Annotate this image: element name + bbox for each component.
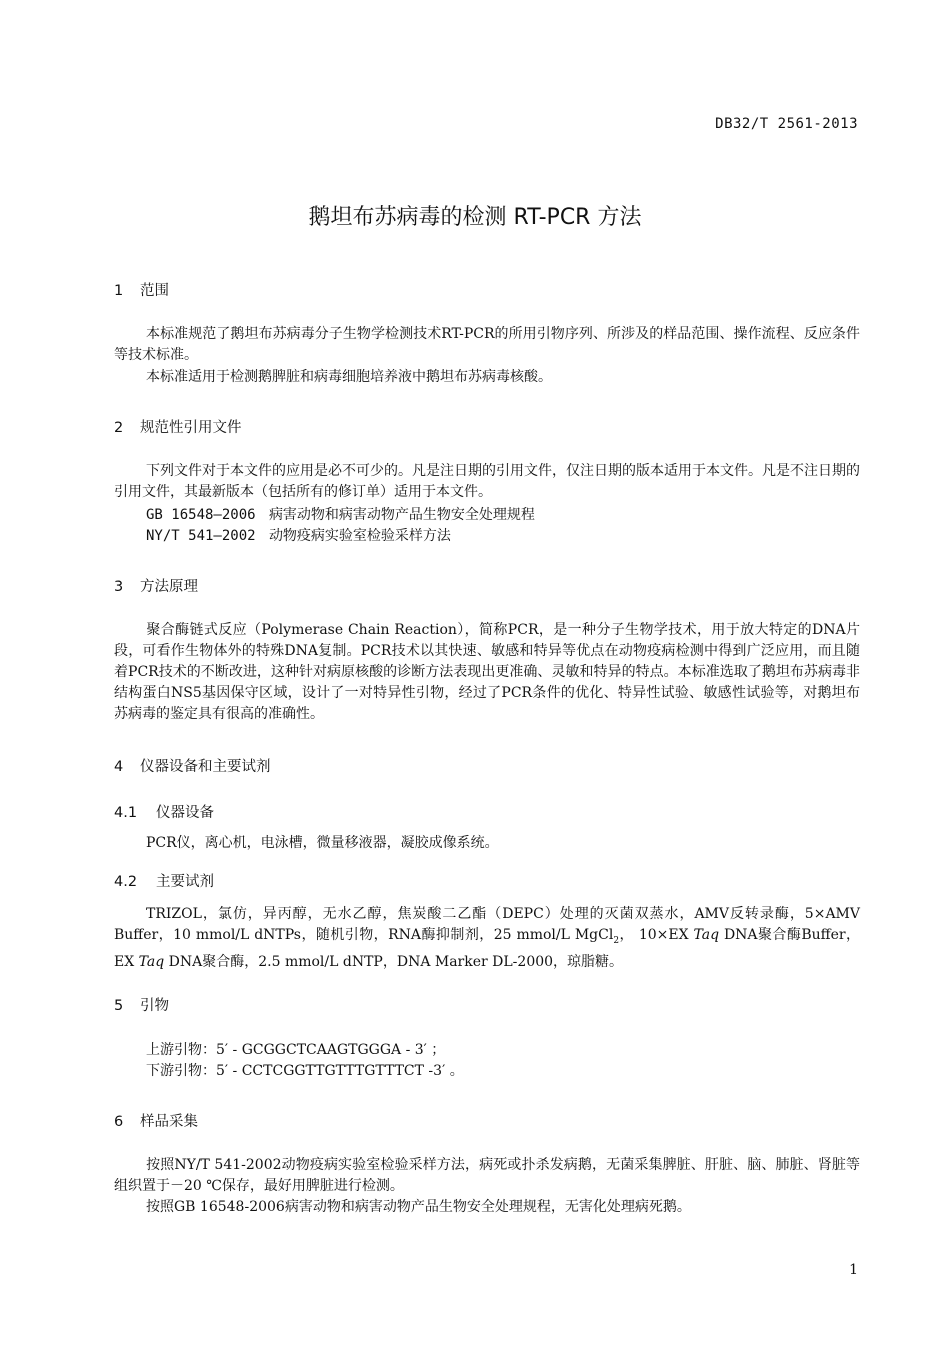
- reference-2: [146, 526, 451, 547]
- reagents-text: ， 10×EX: [619, 927, 694, 943]
- section-4-1-paragraph: [114, 833, 860, 854]
- subsection-number: 4.1: [114, 805, 138, 821]
- paragraph-text: 本标准规范了鹅坦布苏病毒分子生物学检测技术RT-PCR的所用引物序列、所涉及的样品范围、操作流程、反应条件等技术标准。: [114, 326, 860, 363]
- section-3-heading: [114, 575, 198, 596]
- section-title: 范围: [140, 283, 169, 299]
- subscript-2: 2: [613, 935, 620, 946]
- section-number: 6: [114, 1114, 124, 1130]
- section-title: 规范性引用文件: [140, 420, 242, 436]
- paragraph-text: 按照GB 16548-2006病害动物和病害动物产品生物安全处理规程，无害化处理病死鹅。: [146, 1199, 691, 1215]
- document-number: DB32/T 2561-2013: [715, 116, 858, 132]
- section-2-heading: [114, 416, 242, 437]
- reagents-text: TRIZOL，氯仿，异丙醇，无水乙醇，焦炭酸二乙酯（DEPC）处理的灭菌双蒸水，AMV反转录酶，5×AMV Buffer，10 mmol/L dNTPs，随机引物，RNA酶抑制剂，25 mmol/L MgCl: [114, 906, 860, 943]
- section-6-paragraph-1: [114, 1155, 860, 1197]
- page-number: 1: [849, 1262, 858, 1278]
- reference-code: GB 16548—2006: [146, 507, 256, 523]
- section-number: 2: [114, 420, 124, 436]
- section-title: 仪器设备和主要试剂: [140, 759, 271, 775]
- paragraph-text: 按照NY/T 541-2002动物疫病实验室检验采样方法，病死或扑杀发病鹅，无菌采集脾脏、肝脏、脑、肺脏、肾脏等组织置于－20 ℃保存，最好用脾脏进行检测。: [114, 1157, 860, 1194]
- subsection-title: 仪器设备: [156, 805, 214, 821]
- subsection-title: 主要试剂: [156, 874, 214, 890]
- section-6-paragraph-2: [114, 1197, 860, 1218]
- section-number: 4: [114, 759, 124, 775]
- paragraph-text: 下列文件对于本文件的应用是必不可少的。凡是注日期的引用文件，仅注日期的版本适用于本文件。凡是不注日期的引用文件，其最新版本（包括所有的修订单）适用于本文件。: [114, 463, 860, 500]
- paragraph-text: 聚合酶链式反应（Polymerase Chain Reaction），简称PCR，是一种分子生物学技术，用于放大特定的DNA片段，可看作生物体外的特殊DNA复制。PCR技术以其快速、敏感和特异等优点在动物疫病检测中得到广泛应用，而且随着PCR技术的不断改进，这种针对病原核酸的诊断方法表现出更准确、灵敏和特异的特点。本标准选取了鹅坦布苏病毒非结构蛋白NS5基因保守区域，设计了一对特异性引物，经过了PCR条件的优化、特异性试验、敏感性试验等，对鹅坦布苏病毒的鉴定具有很高的准确性。: [114, 622, 860, 722]
- section-4-2-heading: [114, 870, 214, 891]
- section-2-paragraph-1: [114, 461, 860, 503]
- reference-title: 动物疫病实验室检验采样方法: [268, 528, 451, 544]
- section-4-heading: [114, 755, 271, 776]
- section-1-paragraph-1: [114, 324, 860, 366]
- taq-italic: Taq: [138, 953, 165, 970]
- paragraph-text: PCR仪，离心机，电泳槽，微量移液器，凝胶成像系统。: [146, 835, 499, 851]
- subsection-number: 4.2: [114, 874, 138, 890]
- primer-downstream: 下游引物：5′ - CCTCGGTTGTTTGTTTCT -3′ 。: [146, 1063, 464, 1079]
- reference-code: NY/T 541—2002: [146, 528, 256, 544]
- document-title: 鹅坦布苏病毒的检测 RT-PCR 方法: [308, 205, 642, 230]
- section-1-heading: [114, 279, 169, 300]
- reagents-text: DNA聚合酶Buffer，EX: [114, 927, 861, 970]
- section-3-paragraph-1: [114, 620, 860, 725]
- section-number: 3: [114, 579, 124, 595]
- section-title: 样品采集: [140, 1114, 198, 1130]
- section-title: 方法原理: [140, 579, 198, 595]
- section-1-paragraph-2: [114, 367, 860, 388]
- section-5-heading: [114, 994, 169, 1015]
- reagents-text: DNA聚合酶，2.5 mmol/L dNTP，DNA Marker DL-2000，琼脂糖。: [164, 953, 624, 970]
- section-number: 5: [114, 998, 124, 1014]
- section-4-2-paragraph: [114, 904, 860, 973]
- section-4-1-heading: [114, 801, 214, 822]
- paragraph-text: 本标准适用于检测鹅脾脏和病毒细胞培养液中鹅坦布苏病毒核酸。: [146, 369, 552, 385]
- taq-italic: Taq: [693, 927, 720, 943]
- reference-title: 病害动物和病害动物产品生物安全处理规程: [268, 507, 535, 523]
- section-number: 1: [114, 283, 124, 299]
- section-6-heading: [114, 1110, 198, 1131]
- section-title: 引物: [140, 998, 169, 1014]
- primer-upstream: 上游引物：5′ - GCGGCTCAAGTGGGA - 3′ ；: [146, 1042, 446, 1058]
- reference-1: [146, 505, 535, 526]
